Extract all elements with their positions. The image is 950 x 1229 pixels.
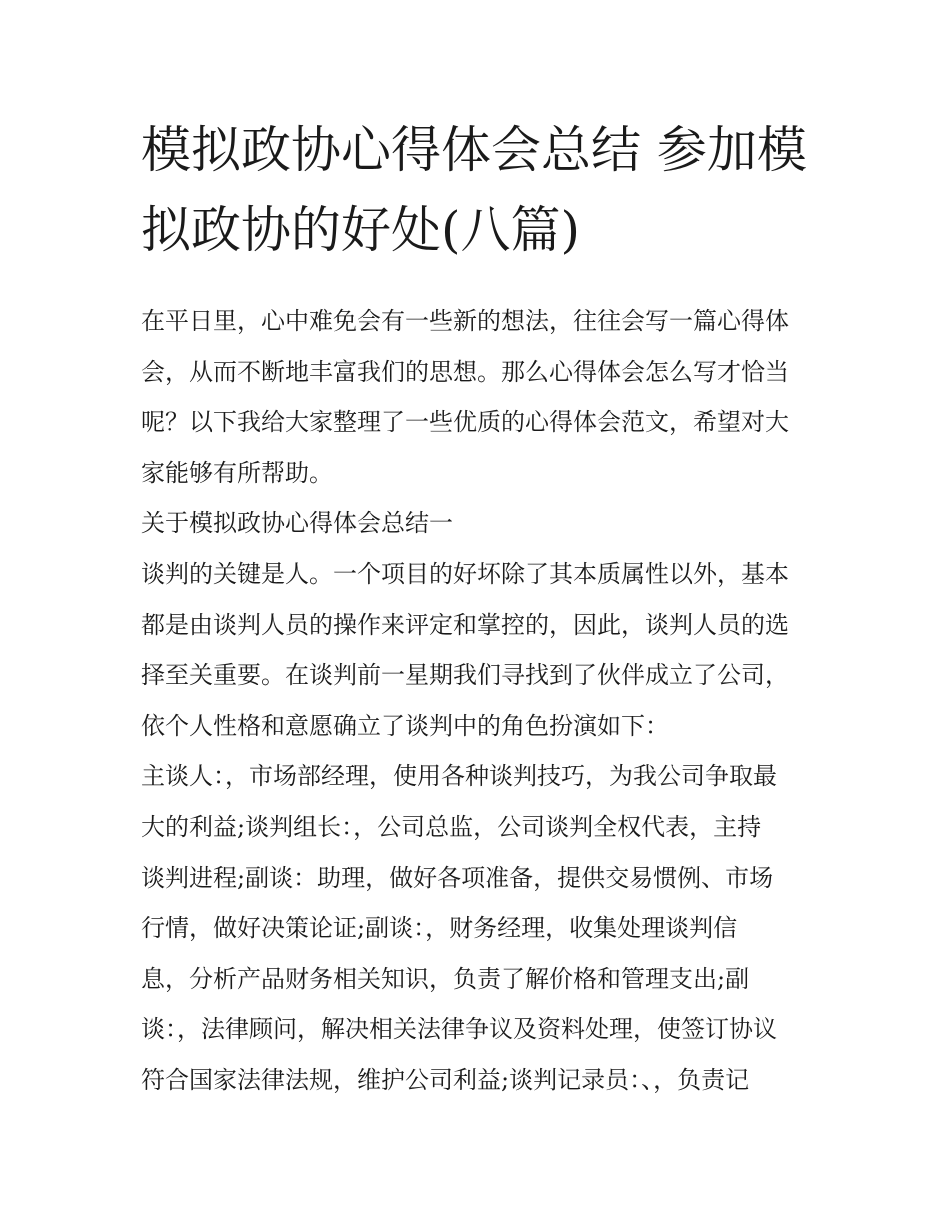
body-line: 择至关重要。在谈判前一星期我们寻找到了伙伴成立了公司，: [141, 661, 789, 690]
document-content: [141, 110, 813, 1106]
title-line-2: 拟政协的好处(八篇): [141, 201, 581, 259]
body-line: 谈判的关键是人。一个项目的好坏除了其本质属性以外，基本: [141, 559, 789, 588]
document-title: [141, 110, 813, 270]
body-line: 息，分析产品财务相关知识，负责了解价格和管理支出;副: [141, 964, 750, 993]
body-line: 家能够有所帮助。: [141, 458, 333, 487]
body-line: 行情，做好决策论证;副谈：，财务经理，收集处理谈判信: [141, 914, 738, 943]
body-line: 在平日里，心中难免会有一些新的想法，往往会写一篇心得体: [141, 307, 789, 335]
body-line: 大的利益;谈判组长：，公司总监，公司谈判全权代表，主持: [141, 812, 762, 841]
title-line-1: 模拟政协心得体会总结 参加模: [141, 121, 807, 179]
body-line: 依个人性格和意愿确立了谈判中的角色扮演如下：: [141, 711, 669, 740]
body-line: 谈判进程;副谈：助理，做好各项准备，提供交易惯例、市场: [141, 863, 774, 892]
body-line: 都是由谈判人员的操作来评定和掌控的，因此，谈判人员的选: [141, 610, 789, 639]
body-line: 主谈人：，市场部经理，使用各种谈判技巧，为我公司争取最: [141, 762, 777, 791]
document-body: [141, 296, 813, 1106]
body-line: 呢？以下我给大家整理了一些优质的心得体会范文，希望对大: [141, 408, 789, 437]
body-line: 谈：，法律顾问，解决相关法律争议及资料处理，使签订协议: [141, 1015, 777, 1044]
section-heading: 关于模拟政协心得体会总结一: [141, 509, 453, 538]
body-line: 符合国家法律法规，维护公司利益;谈判记录员：、，负责记: [141, 1065, 750, 1094]
body-line: 会，从而不断地丰富我们的思想。那么心得体会怎么写才恰当: [141, 357, 789, 386]
